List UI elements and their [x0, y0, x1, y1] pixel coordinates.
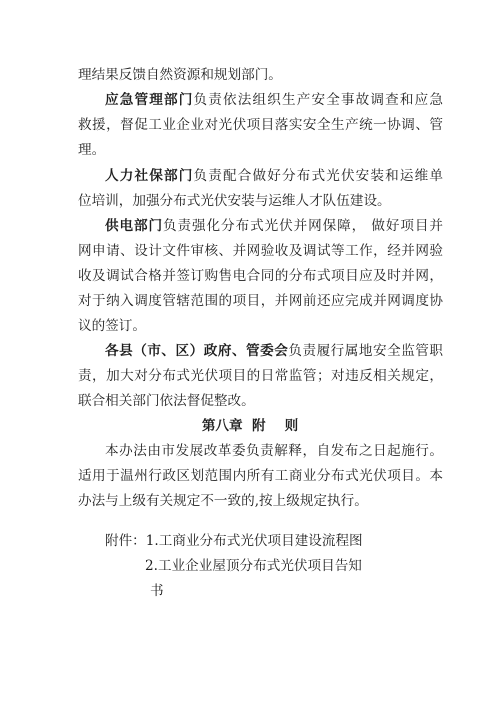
text-line-13: 责，加大对分布式光伏项目的日常监管；对违反相关规定， [78, 368, 443, 384]
text-line-2: 负责依法组织生产安全事故调查和应急 [193, 92, 444, 108]
attachment-item-2: 2.工业企业屋顶分布式光伏项目告知 [145, 558, 362, 574]
text-line-6: 位培训，加强分布式光伏安装与运维人才队伍建设。 [78, 193, 391, 209]
dept-hr-social-security: 人力社保部门 [105, 168, 194, 184]
text-line-4: 理。 [78, 142, 106, 158]
attachment-item-1: 附件：1.工商业分布式光伏项目建设流程图 [105, 533, 363, 549]
text-line-10: 对于纳入调度管辖范围的项目，并网前还应完成并网调度协 [78, 293, 443, 309]
text-line-18: 办法与上级有关规定不一致的,按上级规定执行。 [78, 493, 368, 509]
dept-emergency-management: 应急管理部门 [105, 92, 194, 108]
dept-power-supply: 供电部门 [105, 218, 164, 234]
paragraph-emergency-start [105, 90, 443, 110]
attachment-item-2-continued: 书 [150, 583, 164, 599]
text-line-1: 理结果反馈自然资源和规划部门。 [78, 67, 282, 83]
text-line-16: 本办法由市发展改革委负责解释，自发布之日起施行。 [105, 443, 443, 459]
text-line-5: 负责配合做好分布式光伏安装和运维单 [193, 168, 444, 184]
text-line-14: 联合相关部门依法督促整改。 [78, 393, 255, 409]
text-line-3: 救援，督促工业企业对光伏项目落实安全生产统一协调、管 [78, 117, 443, 133]
text-line-12: 负责履行属地安全监管职 [288, 343, 443, 359]
text-line-17: 适用于温州行政区划范围内所有工商业分布式光伏项目。本 [78, 468, 443, 484]
paragraph-power-start [105, 216, 443, 236]
text-line-8: 网申请、设计文件审核、并网验收及调试等工作，经并网验 [78, 243, 443, 259]
text-line-7: 负责强化分布式光伏并网保障， 做好项目并 [163, 218, 443, 234]
chapter-heading: 第八章 附 则 [201, 418, 299, 434]
text-line-9: 收及调试合格并签订购售电合同的分布式项目应及时并网， [78, 268, 443, 284]
dept-counties-governments: 各县（市、区）政府、管委会 [105, 343, 289, 359]
paragraph-counties-start [105, 341, 443, 361]
text-line-11: 议的签订。 [78, 318, 146, 334]
paragraph-hr-start [105, 166, 443, 186]
